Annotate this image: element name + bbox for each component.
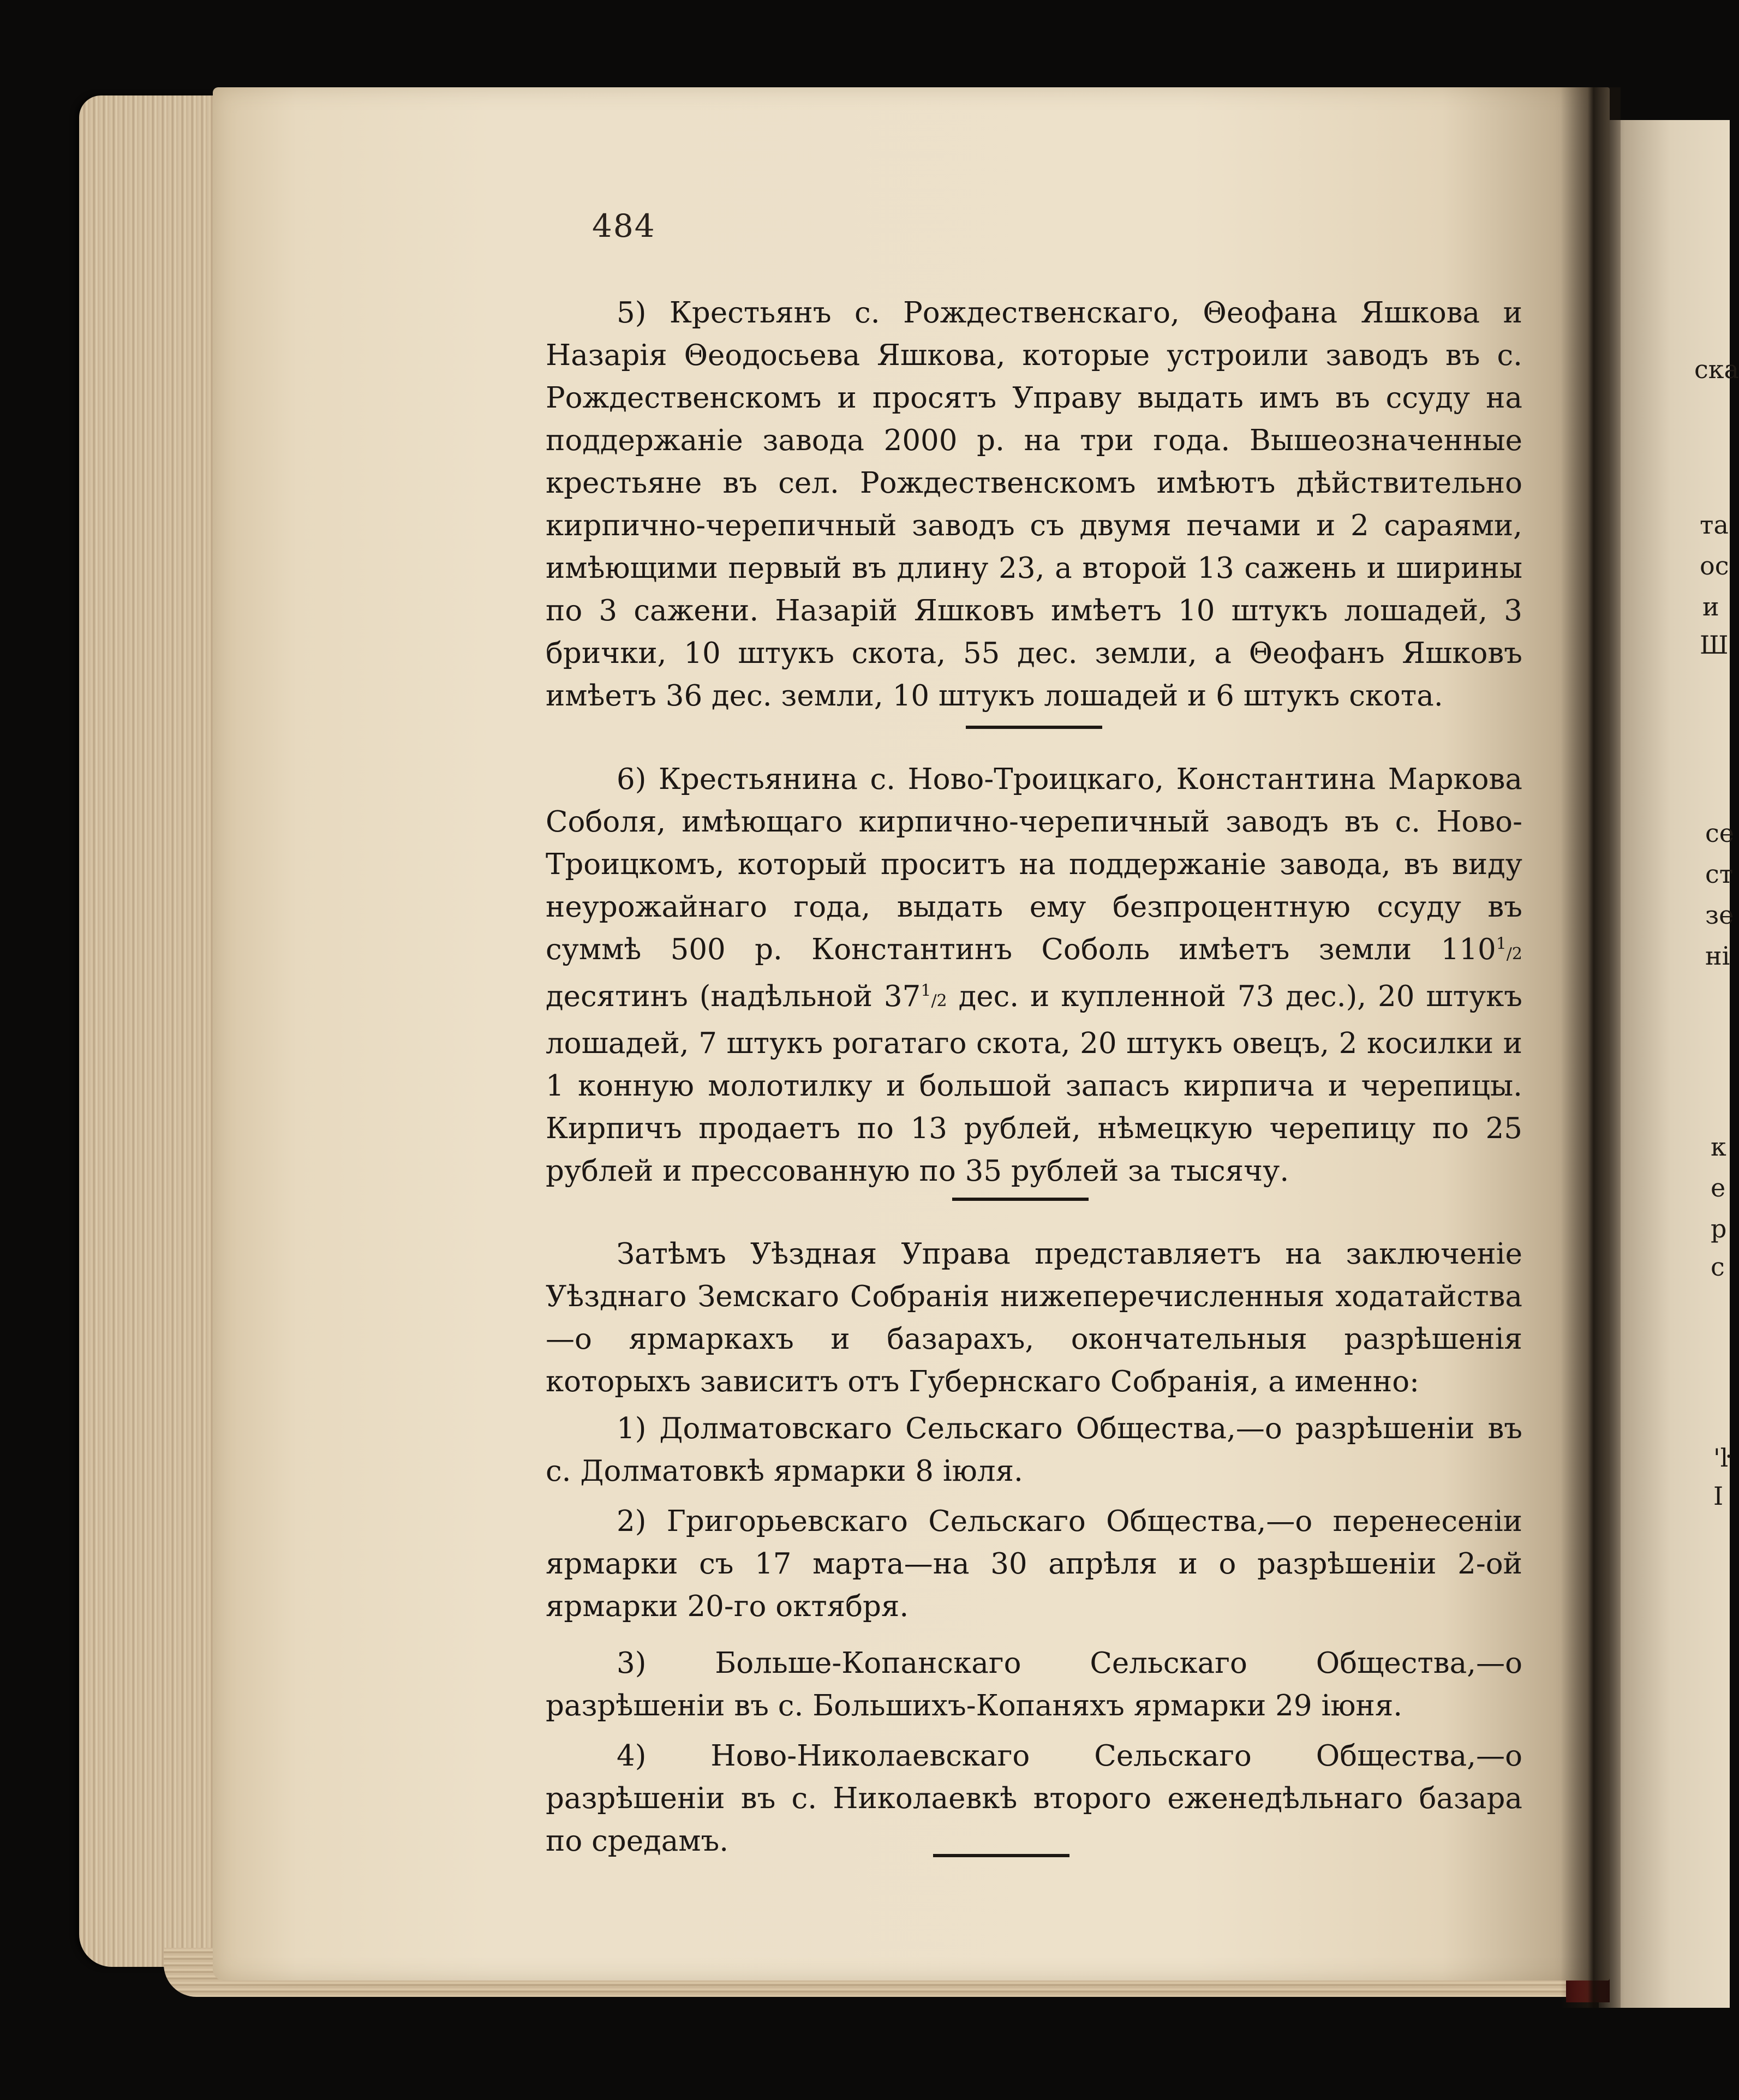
item6-sup-2: 1 (921, 981, 931, 1001)
facing-fragment-15: І (1713, 1481, 1724, 1511)
divider-rule-3 (933, 1854, 1069, 1857)
paragraph-item-6 (546, 758, 1522, 1193)
facing-fragment-5: Ш (1700, 630, 1729, 660)
item6-frac-1: /2 (1506, 944, 1522, 964)
facing-fragment-11: е (1711, 1173, 1726, 1202)
facing-fragment-13: с (1711, 1252, 1725, 1282)
page-number: 484 (592, 207, 656, 244)
facing-fragment-3: ос (1700, 551, 1729, 581)
paragraph-item-5: 5) Крестьянъ с. Рождественскаго, Θеофана Яшкова и Назарія Θеодосьева Яшкова, которые устроили заводъ въ с. Рождественскомъ и просятъ Управу выдать имъ въ ссуду на поддержаніе завода 2000 р. на три года. Вышеозначенные крестьяне въ сел. Рождественскомъ имѣютъ дѣйствительно кирпично-черепичный заводъ съ двумя печами и 2 сараями, имѣющими первый въ длину 23, а второй 13 сажень и ширины по 3 сажени. Назарій Яшковъ имѣетъ 10 штукъ лошадей, 3 брички, 10 штукъ скота, 55 дес. земли, а Θеофанъ Яшковъ имѣетъ 36 дес. земли, 10 штукъ лошадей и 6 штукъ скота. (546, 296, 1522, 713)
facing-fragment-4: и (1702, 592, 1719, 621)
item6-text-2: десятинъ (надѣльной 37 (546, 980, 921, 1013)
item6-sup-1: 1 (1496, 934, 1507, 954)
facing-fragment-1: ска (1694, 355, 1739, 384)
list-item-4: 4) Ново-Николаевскаго Сельскаго Общества,—о разрѣшеніи въ с. Николаевкѣ второго еженедѣльнаго базара по средамъ. (546, 1739, 1522, 1858)
item6-text-3: дес. и купленной 73 дес.), 20 штукъ лошадей, 7 штукъ рогатаго скота, 20 штукъ овецъ, 2 косилки и 1 конную молотилку и большой запасъ кирпича и черепицы. Кирпичъ продаетъ по 13 рублей, нѣмецкую черепицу по 25 рублей и прессованную по 35 рублей за тысячу. (546, 980, 1522, 1188)
divider-rule-2 (952, 1198, 1089, 1201)
list-item-3: 3) Больше-Копанскаго Сельскаго Общества,—о разрѣшеніи въ с. Большихъ-Копаняхъ ярмарки 29 іюня. (546, 1647, 1522, 1722)
page-gutter (1561, 87, 1621, 2008)
list-item-1: 1) Долматовскаго Сельскаго Общества,—о разрѣшеніи въ с. Долматовкѣ ярмарки 8 іюля. (546, 1412, 1522, 1488)
facing-fragment-12: р (1711, 1214, 1727, 1243)
paragraph-intro: Затѣмъ Уѣздная Управа представляетъ на заключеніе Уѣзднаго Земскаго Собранія нижеперечисленныя ходатайства—о ярмаркахъ и базарахъ, окончательныя разрѣшенія которыхъ зависитъ отъ Губернскаго Собранія, а именно: (546, 1237, 1522, 1398)
facing-fragment-2: та (1700, 510, 1729, 540)
facing-fragment-7: ст (1705, 859, 1734, 889)
facing-fragment-6: се (1705, 818, 1734, 848)
list-item-2: 2) Григорьевскаго Сельскаго Общества,—о перенесеніи ярмарки съ 17 марта—на 30 апрѣля и о разрѣшеніи 2-ой ярмарки 20-го октября. (546, 1505, 1522, 1623)
divider-rule-1 (966, 726, 1102, 729)
facing-fragment-8: зе (1705, 900, 1734, 930)
facing-fragment-10: к (1711, 1132, 1726, 1162)
facing-fragment-9: ні (1705, 941, 1730, 971)
item6-frac-2: /2 (931, 991, 947, 1010)
facing-fragment-14: 'ŀ (1713, 1443, 1729, 1473)
item6-text-1: 6) Крестьянина с. Ново-Троицкаго, Константина Маркова Соболя, имѣющаго кирпично-черепичный заводъ въ с. Ново-Троицкомъ, который проситъ на поддержаніе завода, въ виду неурожайнаго года, выдать ему безпроцентную ссуду въ суммѣ 500 р. Константинъ Соболь имѣетъ земли 110 (546, 763, 1522, 966)
